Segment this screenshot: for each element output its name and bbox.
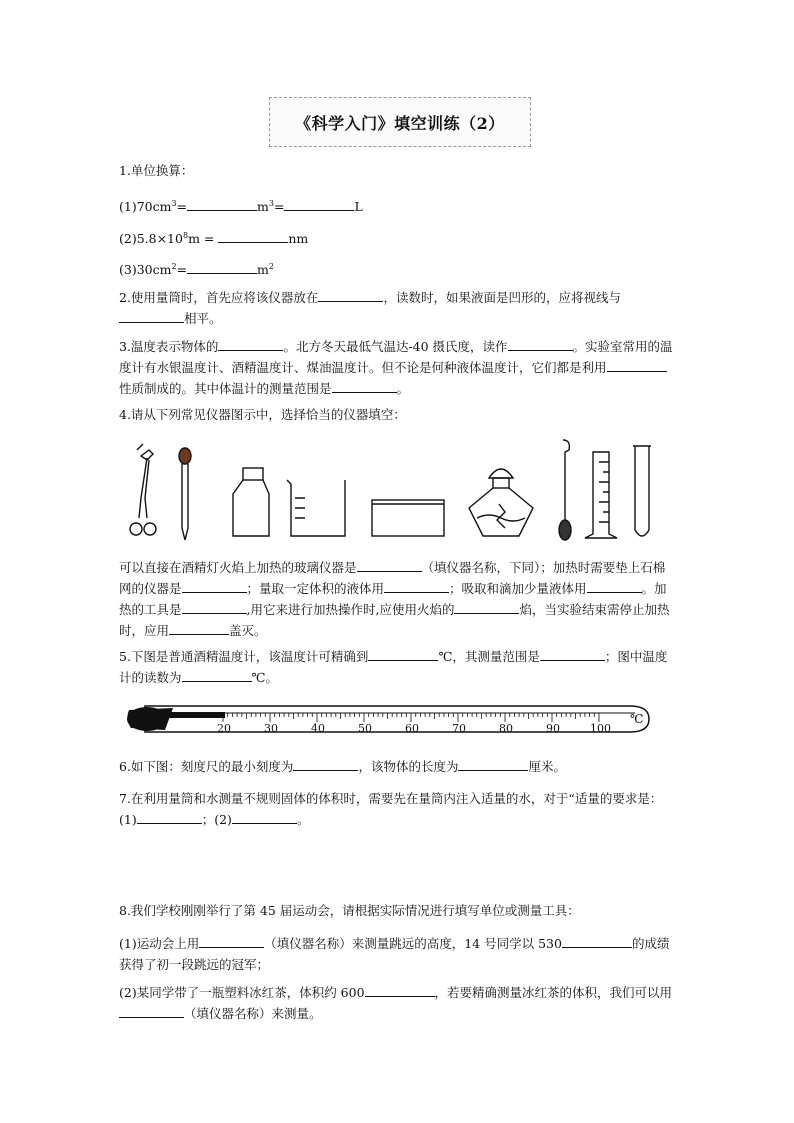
q7-t3: 。 <box>296 812 310 827</box>
blank[interactable] <box>365 982 435 997</box>
q8-a3: 的成绩获得了初一段跳远的冠军； <box>119 936 670 972</box>
q4-head: 4.请从下列常见仪器图示中，选择恰当的仪器填空： <box>119 407 406 422</box>
q3-t4: 性质制成的。其中体温计的测量范围是 <box>119 381 332 396</box>
q1-a-mid: = <box>176 199 188 215</box>
q1-c-u1: m <box>257 262 269 278</box>
q5-t3: ；图中温度计的读数为 <box>119 649 668 685</box>
thermo-unit: ℃ <box>630 712 644 726</box>
q1-a-u1sup: 3 <box>268 199 274 208</box>
q2-t3: 相平。 <box>184 311 222 326</box>
thermo-tick-label: 50 <box>358 722 372 735</box>
q1-c-sup: 2 <box>171 262 177 271</box>
q7 <box>119 788 675 830</box>
blank[interactable] <box>218 228 288 243</box>
blank[interactable] <box>508 336 573 351</box>
blank[interactable] <box>199 933 264 948</box>
q6 <box>119 756 675 777</box>
blank[interactable] <box>169 620 229 635</box>
blank[interactable] <box>357 557 422 572</box>
q4-t5: 。加热的工具是 <box>119 581 667 617</box>
q1-a-u2: L <box>354 199 363 215</box>
q6-t1: 6.如下图：刻度尺的最小刻度为 <box>119 759 294 774</box>
q4-t4: ；吸取和滴加少量液体用 <box>449 581 587 596</box>
q4-t6: ,用它来进行加热操作时,应使用火焰的 <box>246 602 455 617</box>
q5-t4: ℃。 <box>251 670 278 685</box>
q7-t1: 7.在利用量筒和水测量不规则固体的体积时，需要先在量筒内注入适量的水，对于“适量的要求是：(1) <box>119 791 663 827</box>
q1-a-eq: = <box>274 199 285 215</box>
thermometer-illustration <box>125 700 655 738</box>
blank[interactable] <box>318 287 383 302</box>
q1-c-u1sup: 2 <box>268 262 274 271</box>
q1-b-u1: nm <box>288 231 309 247</box>
blank[interactable] <box>119 1003 184 1018</box>
q1-c-mid: = <box>176 262 188 278</box>
blank[interactable] <box>368 646 438 661</box>
lab-equipment-illustration <box>119 438 679 548</box>
title-box <box>269 97 531 147</box>
q1-a-sup: 3 <box>171 199 177 208</box>
q4-t3: ；量取一定体积的液体用 <box>246 581 385 596</box>
q1-c-pre: (3)30cm <box>119 262 172 278</box>
blank[interactable] <box>137 809 202 824</box>
thermo-tick-label: 40 <box>311 722 325 735</box>
graduated-cylinder-icon <box>585 452 617 538</box>
q3-t1: 3.温度表示物体的 <box>119 339 219 354</box>
q8-b2: ，若要精确测量冰红茶的体积，我们可以用 <box>434 985 673 1000</box>
blank[interactable] <box>540 646 605 661</box>
q2 <box>119 287 675 329</box>
q1-b <box>119 225 675 249</box>
q5-t1: 5.下图是普通酒精温度计，该温度计可精确到 <box>119 649 369 664</box>
q1-c <box>119 256 675 280</box>
q5 <box>119 646 675 688</box>
q3-t2: 。北方冬天最低气温达-40 摄氏度，读作 <box>283 339 508 354</box>
crucible-tongs-icon <box>130 444 156 535</box>
blank[interactable] <box>293 756 358 771</box>
blank[interactable] <box>454 599 519 614</box>
q3-t3: 。实验室常用的温度计有水银温度计、酒精温度计、煤油温度计。但不论是何种液体温度计，它们都是利用 <box>119 339 673 375</box>
q5-t2: ℃，其测量范围是 <box>438 649 540 664</box>
blank[interactable] <box>218 336 283 351</box>
q4-body <box>119 557 675 641</box>
thermo-tick-label: 90 <box>546 722 560 735</box>
blank[interactable] <box>187 259 257 274</box>
beaker-icon <box>287 480 345 536</box>
q7-t2: ；(2) <box>201 812 232 827</box>
q1-a-u1: m <box>257 199 269 215</box>
thermo-tick-label: 80 <box>499 722 513 735</box>
blank[interactable] <box>607 357 667 372</box>
blank[interactable] <box>182 667 252 682</box>
thermo-tick-label: 60 <box>405 722 419 735</box>
blank[interactable] <box>187 196 257 211</box>
blank[interactable] <box>384 578 449 593</box>
q3 <box>119 336 675 399</box>
thermo-tick-label: 20 <box>217 722 231 735</box>
q4-t2: （填仪器名称，下同）；加热时需要垫上石棉网的仪器是 <box>119 560 666 596</box>
reagent-bottle-icon <box>233 468 269 536</box>
thermo-tick-label: 100 <box>590 722 611 735</box>
q1-b-sup: 8 <box>182 231 189 240</box>
q6-t2: ，该物体的长度为 <box>358 759 459 774</box>
q2-t2: ，读数时，如果液面是凹形的，应将视线与 <box>383 290 621 305</box>
dropper-icon <box>179 448 191 540</box>
q1-b-pre: (2)5.8×10 <box>119 231 183 247</box>
q4-t1: 可以直接在酒精灯火焰上加热的玻璃仪器是 <box>119 560 357 575</box>
q8-a2: （填仪器名称）来测量跳远的高度，14 号同学以 530 <box>264 936 562 951</box>
alcohol-lamp-icon <box>469 469 533 536</box>
q1-a <box>119 193 675 217</box>
q8-a1: (1)运动会上用 <box>119 936 200 951</box>
q8-b1: (2)某同学带了一瓶塑料冰红茶，体积约 600 <box>119 985 365 1000</box>
blank[interactable] <box>284 196 354 211</box>
q8-a <box>119 933 675 975</box>
blank[interactable] <box>332 378 397 393</box>
blank[interactable] <box>182 578 247 593</box>
q2-t1: 2.使用量筒时，首先应将该仪器放在 <box>119 290 319 305</box>
blank[interactable] <box>182 599 247 614</box>
q1-head: 1.单位换算： <box>119 163 194 178</box>
q1-b-mid: m = <box>188 231 215 247</box>
q8-b3: （填仪器名称）来测量。 <box>184 1006 322 1021</box>
blank[interactable] <box>562 933 632 948</box>
page-title: 《科学入门》填空训练（2） <box>295 113 505 133</box>
test-tube-icon <box>633 446 651 536</box>
thermo-tick-label: 30 <box>264 722 278 735</box>
thermo-tick-label: 70 <box>452 722 466 735</box>
spoon-icon <box>559 440 571 540</box>
q6-t3: 厘米。 <box>528 759 566 774</box>
q4-t8: 盖灭。 <box>229 623 267 638</box>
blank[interactable] <box>587 578 642 593</box>
q1-a-pre: (1)70cm <box>119 199 172 215</box>
blank[interactable] <box>458 756 528 771</box>
q4-t7: 焰，当实验结束需停止加热时，应用 <box>119 602 670 638</box>
q8-head: 8.我们学校刚刚举行了第 45 届运动会，请根据实际情况进行填写单位或测量工具： <box>119 903 580 918</box>
q3-t5: 。 <box>396 381 410 396</box>
q8-b <box>119 982 675 1024</box>
blank[interactable] <box>232 809 297 824</box>
blank[interactable] <box>119 308 184 323</box>
evaporating-dish-icon <box>372 500 444 536</box>
